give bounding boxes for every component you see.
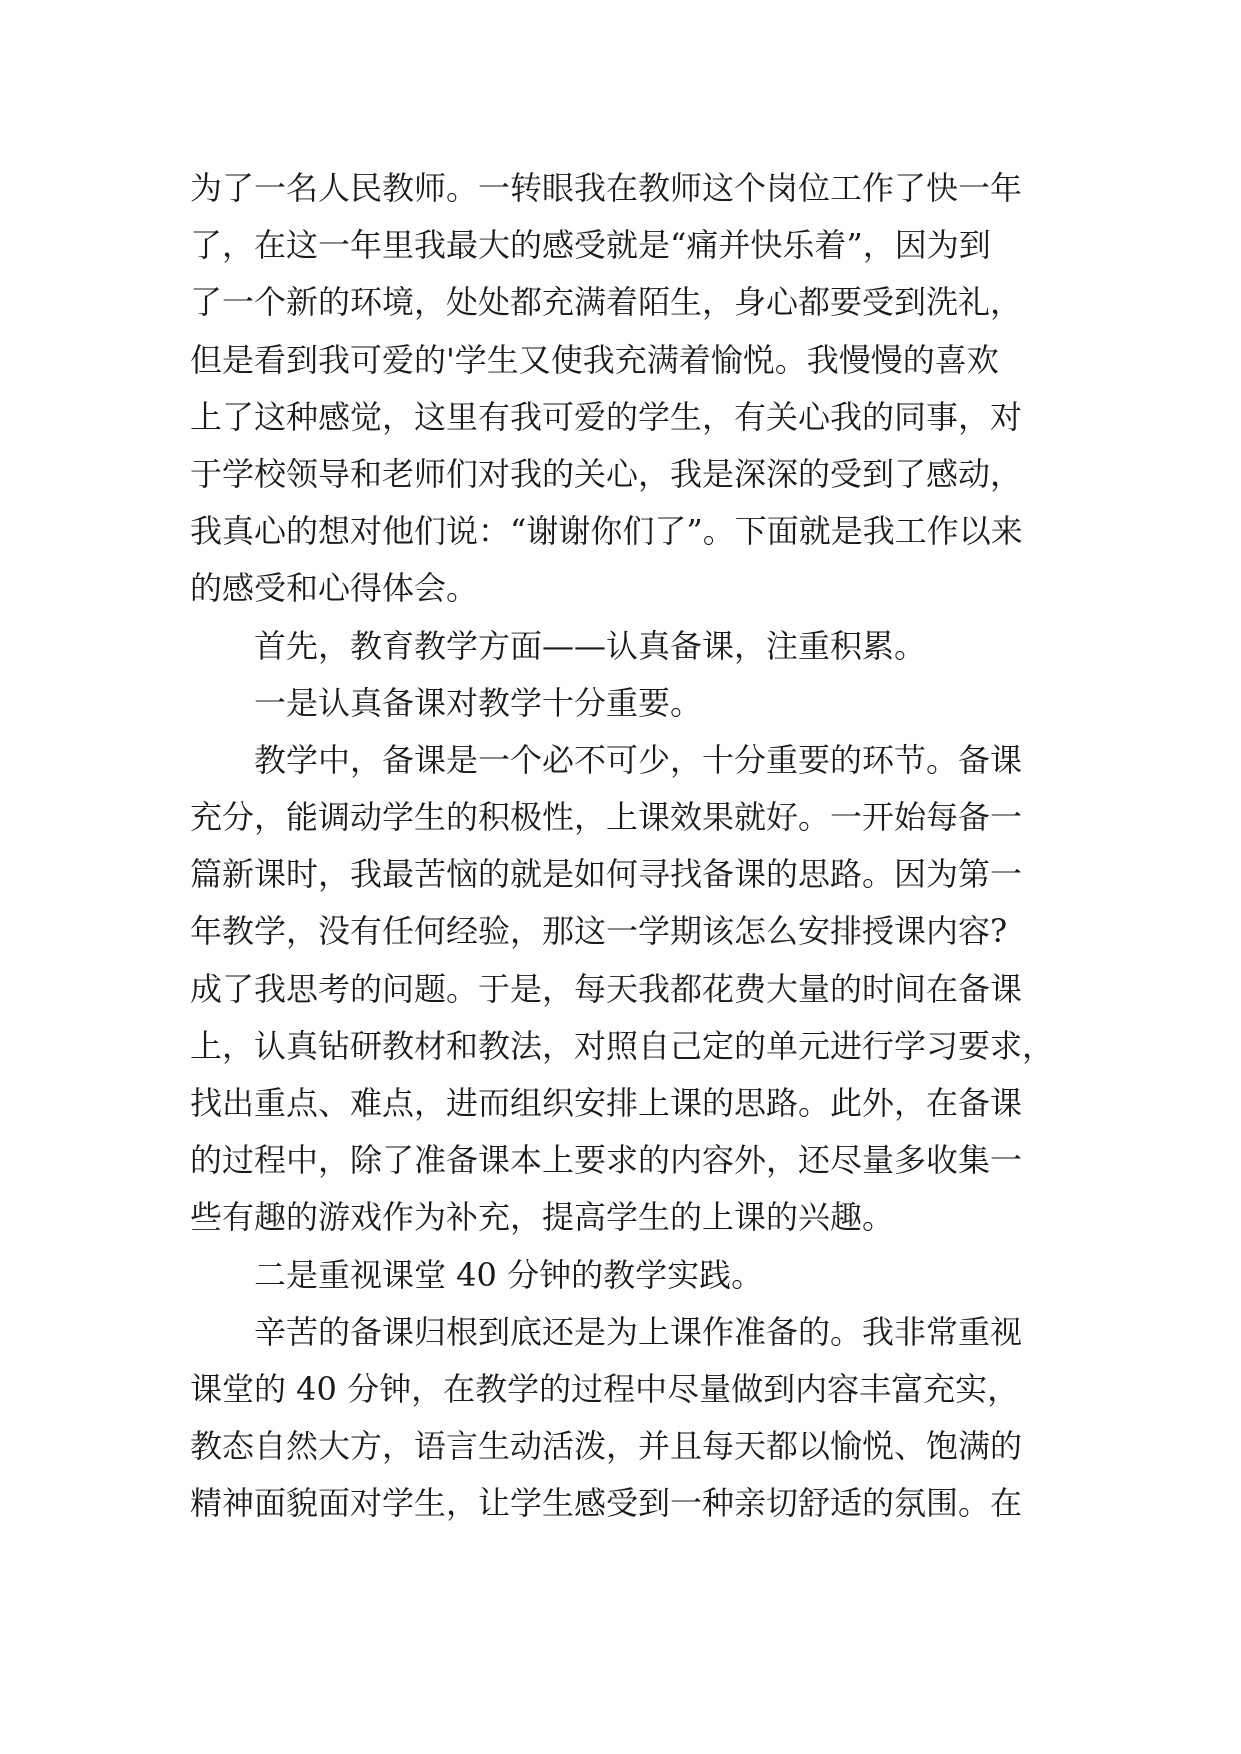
text-line: 二是重视课堂 40 分钟的教学实践。	[190, 1255, 764, 1294]
text-line: 年教学，没有任何经验，那这一学期该怎么安排授课内容?	[190, 912, 1008, 951]
body-text	[190, 160, 1055, 1533]
text-line: 上，认真钻研教材和教法，对照自己定的单元进行学习要求，	[190, 1026, 1055, 1065]
text-line: 精神面貌面对学生，让学生感受到一种亲切舒适的氛围。在	[190, 1484, 1023, 1523]
text-line: 的过程中，除了准备课本上要求的内容外，还尽量多收集一	[190, 1141, 1023, 1180]
text-line: 辛苦的备课归根到底还是为上课作准备的。我非常重视	[190, 1312, 1023, 1351]
text-line: 但是看到我可爱的'学生又使我充满着愉悦。我慢慢的喜欢	[190, 340, 999, 379]
text-line: 课堂的 40 分钟，在教学的过程中尽量做到内容丰富充实，	[190, 1369, 1020, 1408]
text-line: 教学中，备课是一个必不可少，十分重要的环节。备课	[190, 740, 1023, 779]
text-line: 于学校领导和老师们对我的关心，我是深深的受到了感动，	[190, 454, 1023, 493]
text-line: 一是认真备课对教学十分重要。	[190, 683, 703, 722]
text-line: 为了一名人民教师。一转眼我在教师这个岗位工作了快一年	[190, 169, 1023, 207]
text-line: 了一个新的环境，处处都充满着陌生，身心都要受到洗礼，	[190, 283, 1023, 322]
text-line: 成了我思考的问题。于是，每天我都花费大量的时间在备课	[190, 969, 1023, 1008]
text-line: 些有趣的游戏作为补充，提高学生的上课的兴趣。	[190, 1198, 895, 1237]
text-line: 了，在这一年里我最大的感受就是“痛并快乐着”，因为到	[190, 226, 991, 265]
text-line: 我真心的想对他们说：“谢谢你们了”。下面就是我工作以来	[190, 512, 1023, 551]
text-line: 首先，教育教学方面——认真备课，注重积累。	[190, 626, 927, 665]
text-line: 教态自然大方，语言生动活泼，并且每天都以愉悦、饱满的	[190, 1427, 1023, 1466]
text-line: 找出重点、难点，进而组织安排上课的思路。此外，在备课	[190, 1084, 1023, 1122]
text-line: 的感受和心得体会。	[190, 569, 479, 608]
text-line: 上了这种感觉，这里有我可爱的学生，有关心我的同事，对	[190, 397, 1023, 436]
text-line: 充分，能调动学生的积极性，上课效果就好。一开始每备一	[190, 798, 1023, 837]
text-line: 篇新课时，我最苦恼的就是如何寻找备课的思路。因为第一	[190, 855, 1023, 894]
